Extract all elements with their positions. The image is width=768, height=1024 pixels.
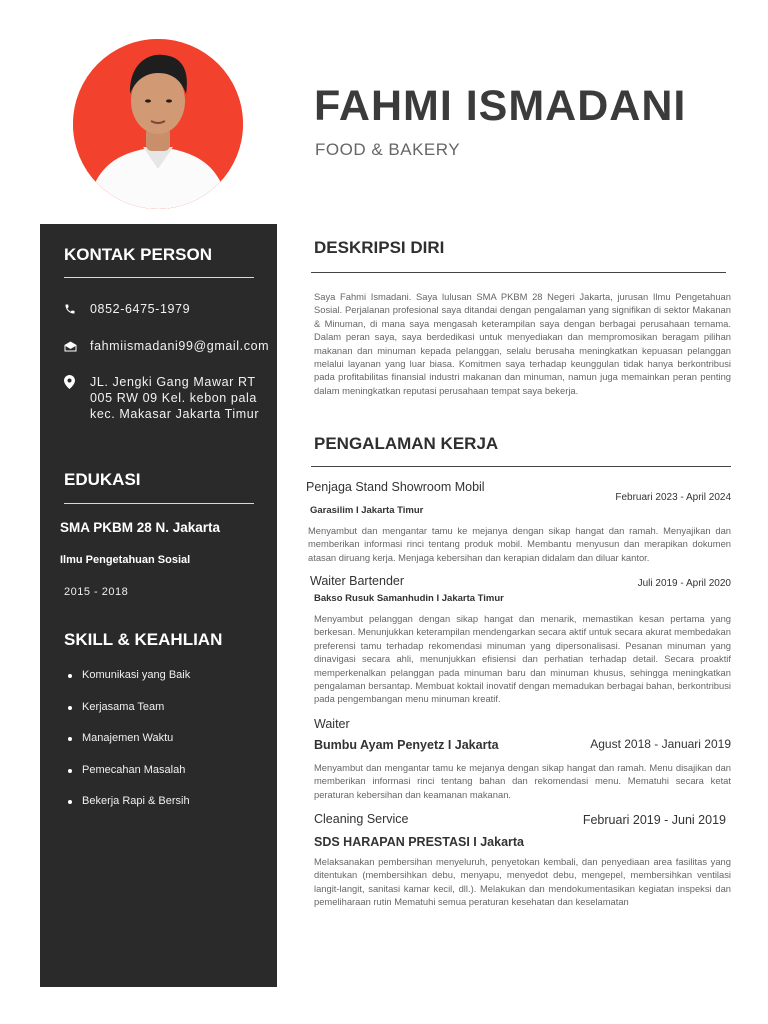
sidebar	[40, 224, 277, 987]
phone-row	[64, 301, 269, 317]
email-address[interactable]: fahmiismadani99@gmail.com	[90, 339, 270, 353]
contact-heading: KONTAK PERSON	[64, 245, 212, 264]
experience-heading: PENGALAMAN KERJA	[314, 434, 499, 453]
skill-item	[68, 764, 190, 796]
job-company: Garasilim I Jakarta Timur	[310, 505, 424, 516]
profile-photo	[73, 39, 243, 209]
address-row	[64, 374, 269, 422]
job-title: Cleaning Service	[314, 812, 409, 826]
address	[90, 374, 259, 422]
bullet-icon	[68, 706, 72, 710]
phone-icon	[64, 301, 90, 317]
address-line: JL. Jengki Gang Mawar RT	[90, 375, 256, 389]
job-date: Februari 2023 - April 2024	[615, 492, 731, 503]
education-school: SMA PKBM 28 N. Jakarta	[60, 520, 221, 535]
skills-heading: SKILL & KEAHLIAN	[64, 630, 223, 649]
email-row	[64, 338, 269, 354]
candidate-role: FOOD & BAKERY	[315, 140, 461, 159]
address-line: 005 RW 09 Kel. kebon pala	[90, 391, 257, 405]
education-years: 2015 - 2018	[64, 586, 129, 598]
location-pin-icon	[64, 374, 90, 390]
about-divider	[311, 272, 726, 273]
job-date: Juli 2019 - April 2020	[637, 578, 731, 589]
job-date: Agust 2018 - Januari 2019	[590, 737, 731, 751]
job-company: Bumbu Ayam Penyetz I Jakarta	[314, 738, 499, 752]
address-line: kec. Makasar Jakarta Timur	[90, 407, 260, 421]
about-text: Saya Fahmi Ismadani. Saya lulusan SMA PKBM 28 Negeri Jakarta, jurusan Ilmu Pengetahuan Sosial. Perjalanan profesional saya ditandai dengan pengalaman yang signifikan di sektor Makanan & Minuman, di mana saya mengasah keterampilan saya dengan berbagai perusahaan ternama. Dalam peran saya, saya berdedikasi untuk menyediakan dan mempromosikan beragam pilihan makanan dan minuman kepada pelanggan, selalu berusaha meningkatkan kepuasan pelanggan melalui layanan yang luar biasa. Komitmen saya terhadap keunggulan tidak hanya berkontribusi pada profitabilitas finansial industri makanan dan minuman, namun juga memainkan peran penting dalam meningkatkan reputasi perusahaan tempat saya bekerja.	[314, 291, 731, 396]
job-title: Penjaga Stand Showroom Mobil	[306, 480, 485, 494]
job-description: Melaksanakan pembersihan menyeluruh, penyetokan kembali, dan penyediaan area fasilitas yang ditentukan (membersihkan debu, menyapu, menyedot debu, mengepel, membersihkan ventilasi langit-langit, sanitasi kamar kecil, dll.). Melakukan dan mendokumentasikan kegiatan inspeksi dan pemeliharaan rutin Mematuhi semua peraturan kesehatan dan keselamatan	[314, 856, 731, 908]
skill-item	[68, 795, 190, 827]
bullet-icon	[68, 769, 72, 773]
skill-label: Komunikasi yang Baik	[82, 669, 191, 681]
education-major: Ilmu Pengetahuan Sosial	[60, 554, 191, 566]
skills-list	[68, 669, 190, 827]
education-divider	[64, 503, 254, 504]
education-heading: EDUKASI	[64, 470, 141, 489]
job-company: Bakso Rusuk Samanhudin I Jakarta Timur	[314, 593, 504, 604]
skill-label: Pemecahan Masalah	[82, 763, 186, 776]
phone-number: 0852-6475-1979	[90, 302, 191, 316]
job-date: Februari 2019 - Juni 2019	[582, 813, 726, 827]
about-heading: DESKRIPSI DIRI	[314, 238, 445, 257]
job-description: Menyambut dan mengantar tamu ke mejanya dengan sikap hangat dan ramah. Menyajikan dan memberikan informasi rinci tentang produk mobil. Membantu menyusun dan merapikan dokumen atasan diruang kerja. Menjaga kebersihan dan kerapian didalam dan diluar kantor.	[308, 525, 731, 563]
bullet-icon	[68, 737, 72, 741]
skill-label: Kerjasama Team	[82, 700, 165, 713]
bullet-icon	[68, 800, 72, 804]
skill-item	[68, 669, 190, 701]
envelope-icon	[64, 338, 90, 354]
job-company: SDS HARAPAN PRESTASI I Jakarta	[314, 835, 525, 849]
job-title: Waiter Bartender	[310, 574, 405, 588]
skill-item	[68, 732, 190, 764]
job-description: Menyambut pelanggan dengan sikap hangat dan menarik, memastikan kesan pertama yang berkesan. Menunjukkan keterampilan mendengarkan secara aktif untuk secara akurat membedakan preferensi tamu terhadap rekomendasi minuman yang dipersonalisasi. Pesanan minuman yang dinavigasi secara ahli, menunjukkan efisiensi dan perhatian terhadap detail. Secara proaktif memperkenalkan pelanggan pada minuman baru dan minuman khusus, sehingga meningkatkan pengalaman bersantap. Membuat koktail inovatif dengan memadukan berbagai bahan, berkontribusi pada pengembangan menu minuman kreatif.	[314, 613, 731, 705]
skill-item	[68, 701, 190, 733]
job-title: Waiter	[314, 717, 350, 731]
contact-divider	[64, 277, 254, 278]
bullet-icon	[68, 674, 72, 678]
experience-divider	[311, 466, 731, 467]
job-description: Menyambut dan mengantar tamu ke mejanya dengan sikap hangat dan ramah. Menu disajikan dan memberikan informasi rinci tentang bahan dan rekomendasi menu. Mematuhi secara ketat peraturan kebersihan dan keamanan makanan.	[314, 762, 731, 800]
skill-label: Bekerja Rapi & Bersih	[82, 795, 190, 807]
skill-label: Manajemen Waktu	[82, 732, 174, 744]
candidate-name: FAHMI ISMADANI	[314, 82, 687, 130]
